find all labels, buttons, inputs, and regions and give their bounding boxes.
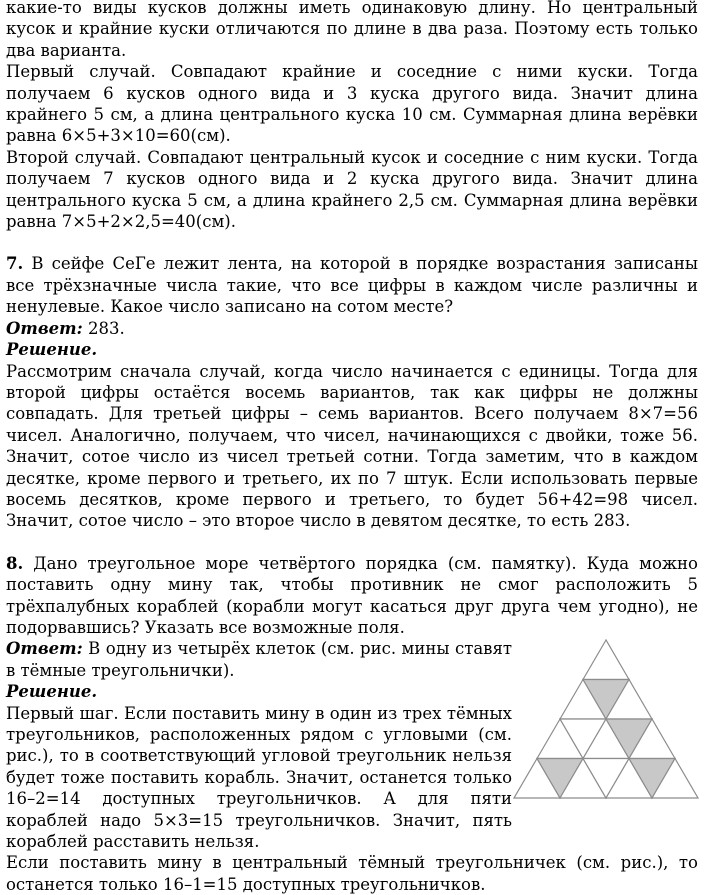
problem-8-statement (6, 553, 698, 639)
problem-7-answer (6, 318, 698, 339)
problem-7-number: 7. (6, 254, 24, 274)
problem-7-solution: Рассмотрим сначала случай, когда число начинается с единицы. Тогда для второй цифры остаётся восемь вариантов, так как цифры не должны совпадать. Для третьей цифры – семь вариантов. Всего получаем 8×7=56 чисел. Аналогично, получаем, что чисел, начинающихся с двойки, тоже 56. Значит, сотое число из чисел третьей сотни. Тогда заметим, что в каждом десятке, кроме первого и третьего, их по 7 штук. Если использовать первые восемь десятков, кроме первого и третьего, то будет 56+42=98 чисел. Значит, сотое число – это второе число в девятом десятке, то есть 283. (6, 361, 698, 531)
problem-8-answer (6, 638, 512, 681)
sea-cell (583, 640, 629, 680)
problem-7-statement (6, 253, 698, 317)
spacer (6, 232, 698, 253)
spacer (6, 532, 698, 553)
problem-8-text: Дано треугольное море четвёртого порядка (см. памятку). Куда можно поставить одну мину так, чтобы противник не смог расположить 5 трёхпалубных кораблей (корабли могут касаться друг друга чем угодно), не подорвавшись? Указать все возможные поля. (6, 553, 698, 637)
problem-8-solution-heading (6, 681, 512, 702)
intro-paragraph-2: Первый случай. Совпадают крайние и соседние с ними куски. Тогда получаем 6 кусков одного вида и 3 куска другого вида. Значит длина крайнего 5 см, а длина центрального куска 10 см. Суммарная длина верёвки равна 6×5+3×10=60(см). (6, 62, 698, 146)
answer-value: 283. (82, 318, 125, 338)
intro-paragraph-1: какие-то виды кусков должны иметь одинаковую длину. Но центральный кусок и крайние куски отличаются по длине в два раза. Поэтому есть только два варианта. (6, 0, 698, 60)
answer-label: Ответ: (6, 639, 83, 659)
intro-paragraph-3: Второй случай. Совпадают центральный кусок и соседние с ним куски. Тогда получаем 7 кусков одного вида и 2 куска другого вида. Значит длина центрального куска 5 см, а длина крайнего 2,5 см. Суммарная длина верёвки равна 7×5+2×2,5=40(см). (6, 147, 698, 232)
triangular-sea-figure (513, 638, 699, 800)
problem-7-solution-heading (6, 339, 698, 360)
answer-label: Ответ: (6, 318, 83, 338)
problem-8-solution-2: Если поставить мину в центральный тёмный треугольничек (см. рис.), то останется только 16–1=15 доступных треугольничков. (6, 853, 698, 894)
problem-8-solution-1: Первый шаг. Если поставить мину в один из трех тёмных треугольников, расположенных рядом с угловыми (см. рис.), то в соответствующий угловой треугольник нельзя будет тоже поставить корабль. Значит, останется только 16–2=14 доступных треугольничков. А для пяти кораблей надо 5×3=15 треугольничков. Значит, пять кораблей расставить нельзя. (6, 703, 512, 852)
solution-label: Решение. (6, 340, 98, 360)
solution-label: Решение. (6, 682, 98, 702)
problem-8-number: 8. (6, 553, 24, 573)
problem-7-text: В сейфе СеГе лежит лента, на которой в порядке возрастания записаны все трёхзначные числа такие, что все цифры в каждом числе различны и ненулевые. Какое число записано на сотом месте? (6, 254, 698, 317)
answer-value: В одну из четырёх клеток (см. рис. мины ставят в тёмные треугольнички). (6, 639, 512, 680)
